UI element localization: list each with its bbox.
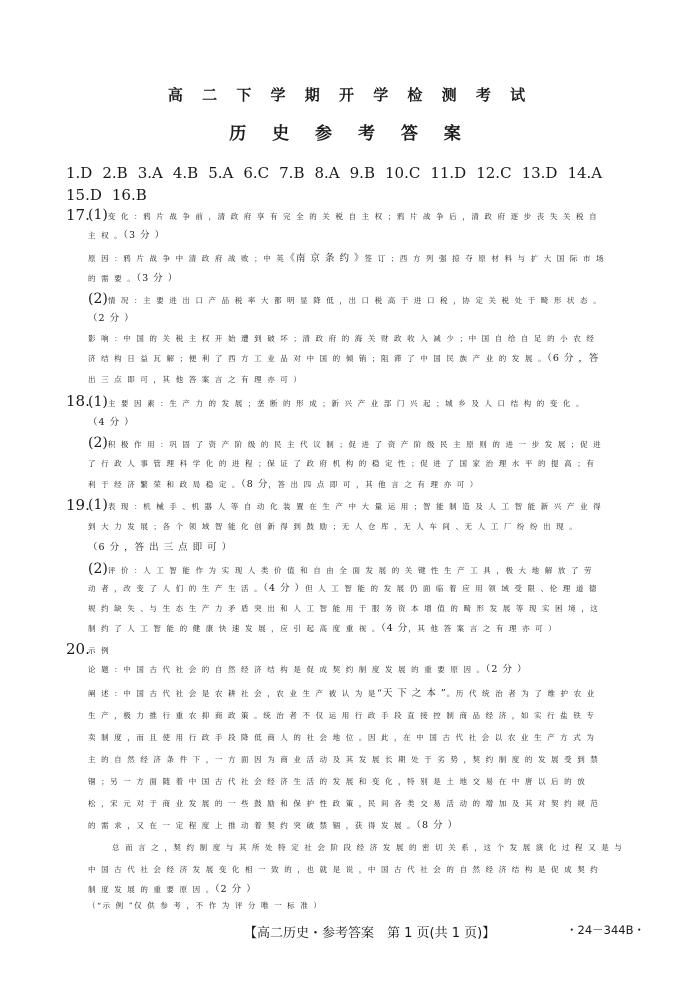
document-subtitle: 历 史 参 考 答 案 — [229, 124, 471, 144]
question-20-number: 20. — [66, 640, 90, 658]
footer-page-info: 【高二历史・参考答案 第 1 页(共 1 页)】 — [244, 926, 496, 941]
q17-part1-line2: 主 权 。（3 分 ） — [88, 230, 166, 241]
q20-conclusion-line3: 制 度 发 展 的 重 要 原 因 。（2 分 ） — [88, 884, 257, 895]
q17-part2-line4: 济 结 构 日 益 瓦 解 ；便 利 了 西 方 工 业 品 对 中 国 的 倾 销 ；阻 滞 了 中 国 民 族 产 业 的 发 展 。（6 分 ，答 — [88, 353, 600, 364]
q20-conclusion-line1: 总 而 言 之 ，契 约 制 度 与 其 所 处 特 定 社 会 阶 段 经 济 发 展 的 密 切 关 系 ，这 个 发 展 演 化 过 程 又 是 与 — [112, 843, 624, 852]
mcq-answer: 15.D — [66, 186, 102, 204]
q18-part1-line2: （4 分 ） — [88, 417, 135, 428]
q20-exposition-line3: 卖 制 度 ，而 且 使 用 行 政 手 段 降 低 商 人 的 社 会 地 位 。因 此 ，在 中 国 古 代 社 会 以 农 业 生 产 方 式 为 — [88, 733, 596, 742]
footer-document-code: ・24－344B・ — [566, 923, 645, 937]
question-19-number: 19. — [66, 496, 90, 514]
mcq-answers-row-1 — [66, 163, 646, 183]
mcq-answer: 5.A — [208, 164, 234, 182]
question-18-number: 18. — [66, 392, 90, 410]
q20-grading-note: （“示 例 ”仅 供 参 考 ，不 作 为 评 分 唯 一 标 准 ） — [88, 901, 323, 910]
q20-exposition-line2: 生 产 ，极 力 推 行 重 农 抑 商 政 策 。统 治 者 不 仅 运 用 行 政 手 段 直 接 控 制 商 品 经 济 ，如 实 行 盐 铁 专 — [88, 711, 596, 720]
q18-part2-line3: 利 于 经 济 繁 荣 和 政 局 稳 定 。（8 分，答 出 四 点 即 可 ，其 他 言 之 有 理 亦 可 ） — [88, 479, 479, 490]
q17-part1-line4: 的 需 要 。（3 分 ） — [88, 273, 179, 284]
mcq-answer: 10.C — [384, 164, 421, 182]
q18-part2-line2: 了 行 政 人 事 管 理 科 学 化 的 进 程 ；保 证 了 政 府 机 构 的 稳 定 性 ；促 进 了 国 家 治 理 水 平 的 提 高 ；有 — [88, 459, 596, 468]
q18-part2-line1: (2)积 极 作 用 ：巩 固 了 资 产 阶 级 的 民 主 代 议 制 ；促 进 了 资 产 阶 级 民 主 原 则 的 进 一 步 发 展 ；促 进 — [88, 435, 603, 451]
q17-part1-line1: (1)变 化 ：鸦 片 战 争 前 ，清 政 府 享 有 完 全 的 关 税 自 主 权 ；鸦 片 战 争 后 ，清 政 府 逐 步 丧 失 关 税 自 — [88, 207, 599, 223]
q17-part2-line2: （2 分 ） — [88, 313, 135, 324]
mcq-answers-row-2 — [66, 185, 646, 205]
mcq-answer: 1.D — [66, 164, 93, 182]
q20-exposition-line4: 主 的 自 然 经 济 条 件 下 ，一 方 面 因 为 商 业 活 动 及 其 发 展 长 期 处 于 劣 势 ，契 约 制 度 的 发 展 受 到 禁 — [88, 755, 600, 764]
q20-exposition-line7: 的 需 求 ，又 在 一 定 程 度 上 推 动 着 契 约 突 破 禁 锢 ，获 得 发 展 。（8 分 ） — [88, 820, 459, 831]
mcq-answer: 11.D — [430, 164, 467, 182]
q19-part2-line3: 规 约 缺 失 、与 生 态 生 产 力 矛 盾 突 出 和 人 工 智 能 用 于 服 务 资 本 增 值 的 畸 形 发 展 等 现 实 困 境 ，这 — [88, 604, 600, 613]
exam-title: 高 二 下 学 期 开 学 检 测 考 试 — [167, 86, 533, 104]
mcq-answer: 9.B — [349, 164, 375, 182]
mcq-answer: 12.C — [476, 164, 512, 182]
q20-exposition-line5: 锢 ；另 一 方 面 随 着 中 国 古 代 社 会 经 济 生 活 的 发 展 和 变 化 ，特 别 是 土 地 交 易 在 中 唐 以 后 的 放 — [88, 777, 587, 786]
q17-part2-line1: (2)情 况 ：主 要 进 出 口 产 品 税 率 大 都 明 显 降 低 ，出 口 税 高 于 进 口 税 ，协 定 关 税 处 于 畸 形 状 态 。 — [88, 291, 603, 307]
q19-part1-line3: （6 分 ，答 出 三 点 即 可 ） — [88, 542, 233, 553]
mcq-answer: 3.A — [137, 164, 163, 182]
q20-conclusion-line2: 中 国 古 代 社 会 经 济 发 展 变 化 相 一 致 的 ，也 就 是 说 ，中 国 古 代 社 会 的 自 然 经 济 结 构 是 促 成 契 约 — [88, 865, 600, 874]
q19-part2-line1: (2)评 价 ：人 工 智 能 作 为 实 现 人 类 价 值 和 自 由 全 面 发 展 的 关 键 性 生 产 工 具 ，极 大 地 解 放 了 劳 — [88, 561, 594, 577]
mcq-answer: 2.B — [102, 164, 128, 182]
q19-part2-line4: 制 约 了 人 工 智 能 的 健 康 快 速 发 展 ，应 引 起 高 度 重 视 。（4 分，其 他 答 案 言 之 有 理 亦 可 ） — [88, 623, 558, 634]
mcq-answer: 4.B — [172, 164, 199, 182]
mcq-answer: 8.A — [314, 164, 340, 182]
q20-exposition-line6: 松 ，宋 元 对 于 商 业 发 展 的 一 些 鼓 励 和 保 护 性 政 策 ，民 间 各 类 交 易 活 动 的 增 加 及 其 对 契 约 规 范 — [88, 799, 600, 808]
q20-exposition-line1: 阐 述 ：中 国 古 代 社 会 是 农 耕 社 会 ，农 业 生 产 被 认 为 是“天 下 之 本 ”。历 代 统 治 者 为 了 维 护 农 业 — [88, 688, 596, 699]
mcq-answer: 16.B — [111, 186, 147, 204]
q19-part1-line1: (1)表 现 ：机 械 手 、机 器 人 等 自 动 化 装 置 在 生 产 中 大 量 运 用 ；智 能 制 造 及 人 工 智 能 新 兴 产 业 得 — [88, 497, 603, 513]
q20-example-label: 示 例 — [88, 646, 111, 655]
q18-part1-line1: (1)主 要 因 素 ：生 产 力 的 发 展 ；垄 断 的 形 成 ；新 兴 产 业 部 门 兴 起 ；城 乡 及 人 口 结 构 的 变 化 。 — [88, 394, 586, 410]
question-17-number: 17. — [66, 206, 90, 224]
q17-part2-line5: 出 三 点 即 可 ，其 他 答 案 言 之 有 理 亦 可 ） — [88, 375, 303, 384]
mcq-answer: 14.A — [567, 164, 603, 182]
q17-part2-line3: 影 响 ：中 国 的 关 税 主 权 开 始 遭 到 破 坏 ；清 政 府 的 海 关 财 政 收 入 减 少 ；中 国 自 给 自 足 的 小 农 经 — [88, 334, 596, 343]
mcq-answer: 7.B — [279, 164, 305, 182]
q19-part1-line2: 到 大 力 发 展 ；各 个 领 域 智 能 化 创 新 得 到 鼓 励 ；无 人 仓 库 、无 人 车 间 、无 人 工 厂 纷 纷 出 现 。 — [88, 522, 579, 531]
q17-part1-line3: 原 因 ：鸦 片 战 争 中 清 政 府 战 败 ；中 英《南 京 条 约 》签 订 ；西 方 列 强 掠 夺 原 材 料 与 扩 大 国 际 市 场 — [88, 253, 606, 264]
mcq-answer: 13.D — [521, 164, 558, 182]
q19-part2-line2: 动 者 ，改 变 了 人 们 的 生 产 生 活 。（4 分 ）但 人 工 智 能 的 发 展 仍 面 临 着 应 用 领 域 受 限 、伦 理 道 德 — [88, 583, 599, 594]
mcq-answer: 6.C — [243, 164, 270, 182]
q20-thesis: 论 题 ：中 国 古 代 社 会 的 自 然 经 济 结 构 是 促 成 契 约 制 度 发 展 的 重 要 原 因 。（2 分 ） — [88, 664, 528, 675]
